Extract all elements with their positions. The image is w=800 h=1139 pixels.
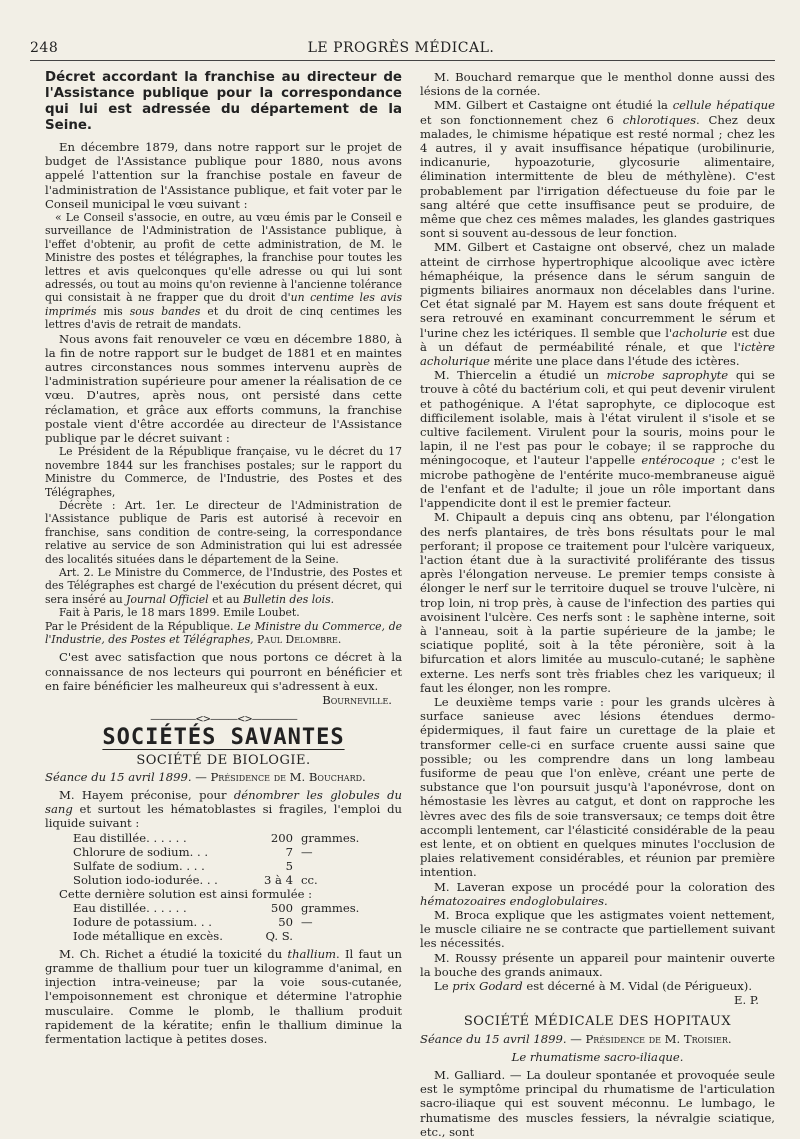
session-line: Séance du 15 avril 1899. — Présidence de M. Troisier.: [420, 1031, 732, 1046]
paragraph: C'est avec satisfaction que nous portons ce décret à la connaissance de nos lecteurs qui pourront en bénéficier et en faire bénéficier les malheureux qui s'adressent à eux.: [45, 650, 402, 693]
paragraph: Le prix Godard est décerné à M. Vidal (de Périgueux).: [434, 979, 753, 993]
decree-text: Décrète : Art. 1er. Le directeur de l'Administration de l'Assistance publique de Paris est autorisé à recevoir en franchise, sans condition de contre-seing, la correspondance relative au service de son Administration qui lui est adressée des localités situées dans le département de la Seine.: [45, 498, 402, 566]
paragraph: M. Broca explique que les astigmates voient nettement, le muscle ciliaire ne se contracte que partiellement suivant les nécessités.: [420, 907, 775, 951]
society-heading: SOCIÉTÉ MÉDICALE DES HOPITAUX: [463, 1014, 732, 1030]
recipe-row: Sulfate de sodium. . . . 5: [73, 858, 293, 873]
author-initials: E. P.: [734, 993, 759, 1008]
left-column: [45, 70, 402, 1046]
paragraph: M. Roussy présente un appareil pour maintenir ouverte la bouche des grands animaux.: [420, 950, 775, 979]
paragraph: M. Thiercelin a étudié un microbe saprophyte qui se trouve à côté du bactérium coli, et qui peut devenir virulent et pathogénique. A l'état saprophyte, ce diplocoque est difficilement isolable, mais à l'état virulent il s'isole et se cultive facilement. Virulent pour la souris, moins pour le lapin, il ne l'est pas pour le cobaye; il se rapproche du méningocoque, et l'auteur l'appelle entérocoque ; c'est le microbe pathogène de l'entérite muco-membraneuse aiguë de l'enfant et de l'adulte; il joue un rôle important dans l'appendicite dont il est le premier facteur.: [420, 368, 775, 511]
paragraph: MM. Gilbert et Castaigne ont observé, chez un malade atteint de cirrhose hypertrophique alcoolique avec ictère hémaphéique, la présence dans le sérum sanguin de pigments biliaires anormaux non décelables dans l'urine. Cet état signalé par M. Hayem est sans doute fréquent et sera retrouvé en examinant concurremment le sérum et l'urine chez les ictériques. Il semble que l'acholurie est due à un défaut de perméabilité rénale, et que l'ictère acholurique mérite une place dans l'étude des ictères.: [420, 240, 775, 369]
header-rule: [30, 60, 775, 61]
paragraph: M. Chipault a depuis cinq ans obtenu, par l'élongation des nerfs plantaires, de très bons résultats pour le mal perforant; il propose ce traitement pour l'ulcère variqueux, l'action étant due à la suractivité proliférante des tissus après l'élongation nerveuse. Le premier temps consiste à élonger le nerf sur le territoire duquel se trouve l'ulcère, ni trop loin, ni trop près, à cause de l'infection des parties qui avoisinent l'ulcère. Ces nerfs sont : le saphène interne, soit à l'anneau, soit à la partie supérieure de la jambe; le sciatique poplité, soit à la tête péronière, soit à la bifurcation et alors limitée au musculo-cutané; le saphène externe. Les nerfs sont très friables chez les variqueux; il faut les élonger, non les rompre.: [420, 510, 775, 695]
recipe-row: Eau distillée. . . . . . 500 grammes.: [73, 900, 360, 915]
paragraph: M. Laveran expose un procédé pour la coloration des hématozoaires endoglobulaires.: [420, 879, 775, 908]
recipe-row: Chlorure de sodium. . . 7 —: [73, 844, 313, 859]
session-line: Séance du 15 avril 1899. — Présidence de M. Bouchard.: [45, 769, 366, 784]
recipe-row: Iodure de potassium. . . 50 —: [73, 914, 313, 929]
subsection-title: Le rhumatisme sacro-iliaque.: [511, 1049, 684, 1064]
paragraph: M. Bouchard remarque que le menthol donne aussi des lésions de la cornée.: [420, 70, 775, 99]
quoted-resolution: « Le Conseil s'associe, en outre, au vœu émis par le Conseil e surveillance de l'Administration de l'Assistance publique, à l'effet d'obtenir, au profit de cette administration, de M. le Ministre des postes et télégraphes, la franchise pour toutes les lettres et avis quelconques qu'elle adresse ou qui lui sont adressés, ou tout au moins qu'on revienne à l'ancienne tolérance qui consistait à ne frapper que du droit d'un centime les avis imprimés mis sous bandes et du droit de cinq centimes les lettres d'avis de retrait de mandats.: [45, 211, 402, 332]
recipe-row: Solution iodo-iodurée. . . 3 à 4 cc.: [73, 872, 318, 887]
decree-text: Le Président de la République française, vu le décret du 17 novembre 1844 sur les franchises postales; sur le rapport du Ministre du Commerce, de l'Industrie, des Postes et des Télégraphes,: [45, 445, 402, 499]
paragraph: Le deuxième temps varie : pour les grands ulcères à surface sanieuse avec lésions étendues dermo-épidermiques, il faut faire un curettage de la plaie et transformer celle-ci en surface cruente aussi saine que possible; ou les comprendre dans un long lambeau fusiforme de peau que l'on enlève, créant une perte de substance que l'on poursuit jusqu'à l'aponévrose, dont on hémostasie les lèvres au catgut, et dont on rapproche les lèvres avec des fils de soie transversaux; ce temps doit être accompli lentement, car l'élasticité considérable de la peau est lente, et on obtient en quelques minutes l'occlusion de plaies relativement considérables, et réunion par première intention.: [420, 694, 775, 880]
recipe-row: Iode métallique en excès. Q. S.: [73, 928, 293, 943]
author-signature: Bourneville.: [322, 693, 392, 707]
recipe-table: [73, 831, 359, 887]
paragraph: M. Ch. Richet a étudié la toxicité du thallium. Il faut un gramme de thallium pour tuer un kilogramme d'animal, en injection intra-veineuse; par la voie sous-cutanée, l'empoisonnement est chronique et détermine l'atrophie musculaire. Comme le plomb, le thallium produit rapidement de la kératite; enfin le thallium diminue la fermentation lactique à petites doses.: [45, 946, 402, 1047]
right-column: [420, 70, 775, 1139]
paragraph: Nous avons fait renouveler ce vœu en décembre 1880, à la fin de notre rapport sur le budget de 1881 et en maintes autres circonstances nous sommes intervenu auprès de l'administration supérieure pour amener la réalisation de ce vœu. D'autres, après nous, ont persisté dans cette réclamation, et grâce aux efforts communs, la franchise postale vient d'être accordée au directeur de l'Assistance publique par le décret suivant :: [45, 331, 402, 446]
section-heading: SOCIÉTÉS SAVANTES: [102, 725, 345, 751]
paragraph: En décembre 1879, dans notre rapport sur le projet de budget de l'Assistance publique pour 1880, nous avons appelé l'attention sur la franchise postale en faveur de l'administration de l'Assistance publique, et fait voter par le Conseil municipal le vœu suivant :: [45, 140, 402, 211]
decree-signature: Fait à Paris, le 18 mars 1899. Emile Loubet.: [59, 606, 300, 620]
page-header: [30, 36, 772, 58]
recipe-table: [73, 901, 359, 943]
paragraph: Cette dernière solution est ainsi formulée :: [59, 886, 313, 901]
page-number: 248: [30, 40, 59, 56]
paragraph: M. Galliard. — La douleur spontanée et provoquée seule est le symptôme principal du rhumatisme de l'articulation sacro-iliaque qui est souvent méconnu. Le lumbago, le rhumatisme des muscles fessiers, la névralgie sciatique, etc., sont: [420, 1068, 775, 1139]
ornament-divider: —————<>———<>—————: [150, 714, 297, 726]
paragraph: MM. Gilbert et Castaigne ont étudié la cellule hépatique et son fonctionnement chez 6 chlorotiques. Chez deux malades, le chimisme hépatique est resté normal ; chez les 4 autres, il y avait insuffisance hépatique (urobilinurie, indicanurie, hypoazoturie, glycosurie alimentaire, élimination intermittente de bleu de méthylène). C'est probablement par l'irrigation défectueuse du foie par le sang altéré que cette insuffisance peut se produire, de même que chez ces mêmes malades, les glandes gastriques sont si souvent au-dessous de leur fonction.: [420, 98, 776, 241]
decree-countersign: Par le Président de la République. Le Ministre du Commerce, de l'Industrie, des Postes et Télégraphes, Paul Delombre.: [45, 619, 402, 646]
society-heading: SOCIÉTÉ DE BIOLOGIE.: [136, 752, 311, 768]
recipe-row: Eau distillée. . . . . . 200 grammes.: [73, 830, 360, 845]
paragraph: M. Hayem préconise, pour dénombrer les globules du sang et surtout les hématoblastes si fragiles, l'emploi du liquide suivant :: [45, 788, 402, 831]
journal-title: LE PROGRÈS MÉDICAL.: [307, 40, 495, 56]
decret-title: Décret accordant la franchise au directeur de l'Assistance publique pour la correspondance qui lui est adressée du département de la Seine.: [45, 70, 402, 133]
decree-text: Art. 2. Le Ministre du Commerce, de l'Industrie, des Postes et des Télégraphes est chargé de l'exécution du présent décret, qui sera inséré au Journal Officiel et au Bulletin des lois.: [45, 565, 402, 606]
